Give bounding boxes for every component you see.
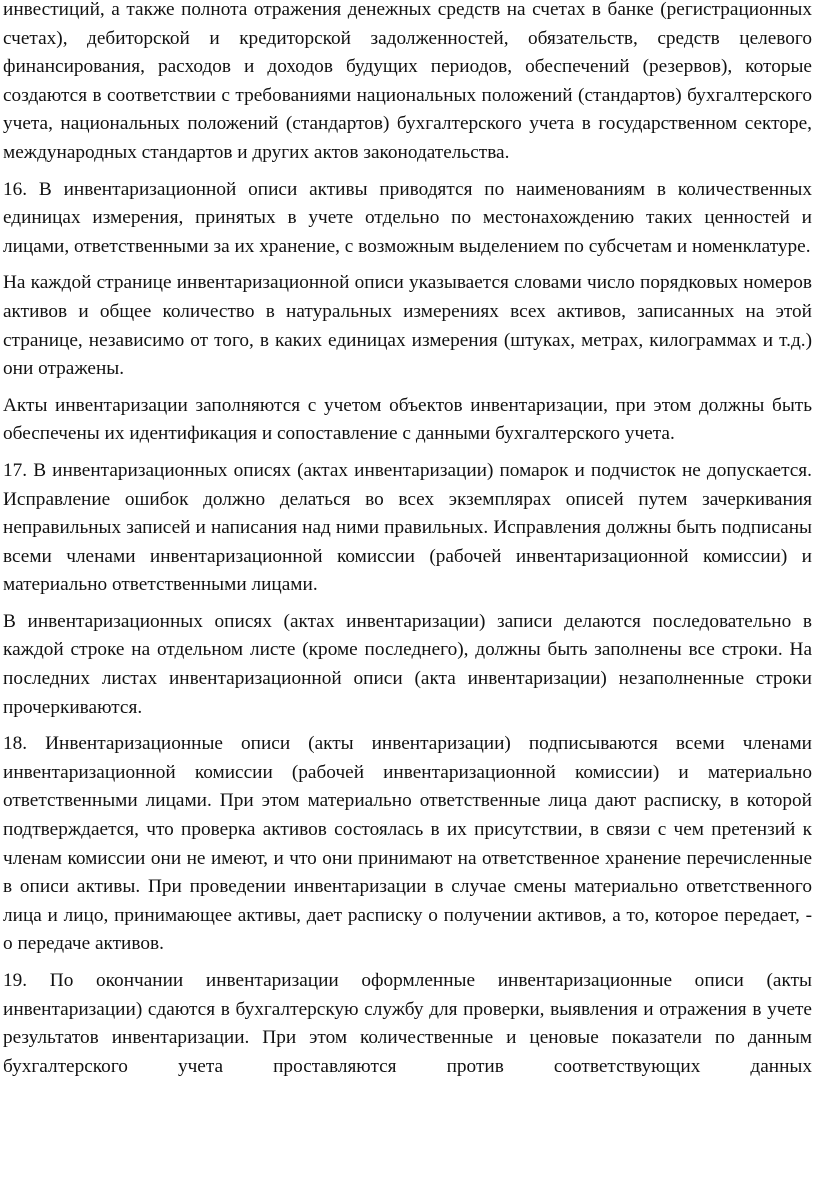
paragraph-continuation: инвестиций, а также полнота отражения денежных средств на счетах в банке (регистрационных счетах), дебиторской и кредиторской задолженностей, обязательств, средств целевого финансирования, расходов и доходов будущих периодов, обеспечений (резервов), которые создаются в соответствии с требованиями национальных положений (стандартов) бухгалтерского учета, национальных положений (стандартов) бухгалтерского учета в государственном секторе, международных стандартов и других актов законодательства. [3,0,812,163]
paragraph-17-records: В инвентаризационных описях (актах инвентаризации) записи делаются последовательно в каждой строке на отдельном листе (кроме последнего), должны быть заполнены все строки. На последних листах инвентаризационной описи (акта инвентаризации) незаполненные строки прочеркиваются. [3,610,812,718]
paragraph-17: 17. В инвентаризационных описях (актах инвентаризации) помарок и подчисток не допускается. Исправление ошибок должно делаться во всех экземплярах описей путем зачеркивания неправильных записей и написания над ними правильных. Исправления должны быть подписаны всеми членами инвентаризационной комиссии (рабочей инвентаризационной комиссии) и материально ответственными лицами. [3,459,812,596]
paragraph-16-acts: Акты инвентаризации заполняются с учетом объектов инвентаризации, при этом должны быть обеспечены их идентификация и сопоставление с данными бухгалтерского учета. [3,394,812,445]
paragraph-18: 18. Инвентаризационные описи (акты инвентаризации) подписываются всеми членами инвентаризационной комиссии (рабочей инвентаризационной комиссии) и материально ответственными лицами. При этом материально ответственные лица дают расписку, в которой подтверждается, что проверка активов состоялась в их присутствии, в связи с чем претензий к членам комиссии они не имеют, и что они принимают на ответственное хранение перечисленные в описи активы. При проведении инвентаризации в случае смены материально ответственного лица и лицо, принимающее активы, дает расписку о получении активов, а то, которое передает, - о передаче активов. [3,733,812,955]
paragraph-16: 16. В инвентаризационной описи активы приводятся по наименованиям в количественных единицах измерения, принятых в учете отдельно по местонахождению таких ценностей и лицами, ответственными за их хранение, с возможным выделением по субсчетам и номенклатуре. [3,178,812,257]
paragraph-19: 19. По окончании инвентаризации оформленные инвентаризационные описи (акты инвентаризации) сдаются в бухгалтерскую службу для проверки, выявления и отражения в учете результатов инвентаризации. При этом количественные и ценовые показатели по данным бухгалтерского учета проставляются против соответствующих данных [3,970,812,1077]
paragraph-16-pages: На каждой странице инвентаризационной описи указывается словами число порядковых номеров активов и общее количество в натуральных измерениях всех активов, записанных на этой странице, независимо от того, в каких единицах измерения (штуках, метрах, килограммах и т.д.) они отражены. [3,272,812,380]
